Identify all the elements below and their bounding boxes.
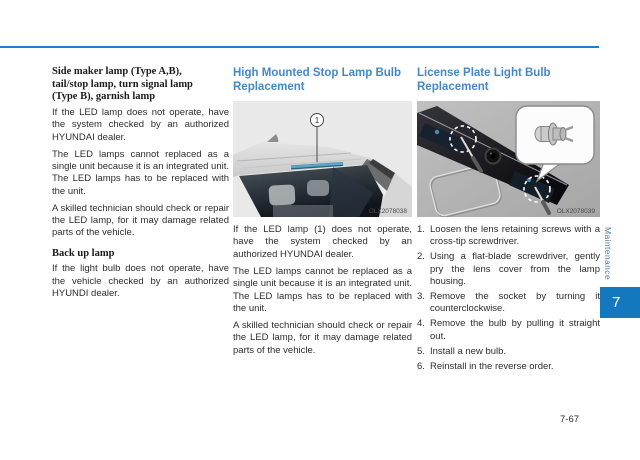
heading-line: (Type B), garnish lamp bbox=[52, 91, 156, 103]
replacement-steps-list bbox=[417, 224, 600, 373]
high-mounted-stop-lamp-figure bbox=[233, 101, 412, 217]
section-heading-license-plate-light: License Plate Light Bulb Replacement bbox=[417, 67, 551, 93]
step-item: Reinstall in the reverse order. bbox=[430, 360, 554, 372]
step-item: Install a new bulb. bbox=[430, 345, 507, 357]
figure-code: OLX2078039 bbox=[556, 208, 595, 215]
paragraph: The LED lamps cannot replaced as a single unit because it is an integrated unit. The LED lamps has to be replaced with the unit. bbox=[52, 148, 229, 197]
heading-line: Side maker lamp (Type A,B), bbox=[52, 66, 182, 77]
chapter-number-badge bbox=[600, 287, 640, 318]
right-column bbox=[417, 66, 600, 375]
paragraph: If the LED lamp does not operate, have the system checked by an authorized HYUNDAI dealer. bbox=[52, 106, 229, 143]
step-item: Using a flat-blade screwdriver, gently pry the lens cover from the lamp housing. bbox=[430, 251, 600, 288]
left-column bbox=[52, 66, 229, 305]
license-plate-light-figure bbox=[417, 101, 600, 217]
section-heading-high-mounted-stop-lamp: High Mounted Stop Lamp Bulb Replacement bbox=[233, 67, 402, 93]
paragraph: If the light bulb does not operate, have the vehicle checked by an authorized HYUNDI dealer. bbox=[52, 263, 229, 300]
section-back-up-lamp bbox=[52, 248, 229, 301]
step-item: Loosen the lens retaining screws with a cross-tip screwdriver. bbox=[430, 224, 600, 248]
step-item: Remove the socket by turning it counterclockwise. bbox=[430, 291, 600, 315]
paragraph: A skilled technician should check or repair the LED lamp, for it may damage related parts of the vehicle. bbox=[52, 202, 229, 239]
middle-column bbox=[233, 66, 412, 362]
chapter-number: 7 bbox=[612, 294, 621, 311]
heading-line: tail/stop lamp, turn signal lamp bbox=[52, 78, 193, 90]
figure-code: OLX2078038 bbox=[368, 208, 407, 215]
page-number: 7-67 bbox=[560, 414, 580, 425]
header-rule bbox=[0, 46, 599, 48]
callout-1-label: 1 bbox=[314, 116, 320, 125]
step-item: Remove the bulb by pulling it straight out. bbox=[430, 318, 600, 342]
paragraph: If the LED lamp (1) does not operate, have the system checked by an authorized HYUNDAI dealer. bbox=[233, 224, 412, 260]
paragraph: A skilled technician should check or repair the LED lamp, for it may damage related parts of the vehicle. bbox=[233, 319, 412, 356]
chapter-tab-label: Maintenance bbox=[603, 227, 613, 281]
section-heading-back-up-lamp: Back up lamp bbox=[52, 247, 115, 259]
paragraph: The LED lamps cannot be replaced as a single unit because it is an integrated unit. The LED lamps has to be replaced with the unit. bbox=[233, 265, 412, 314]
section-heading-side-marker bbox=[52, 66, 229, 104]
